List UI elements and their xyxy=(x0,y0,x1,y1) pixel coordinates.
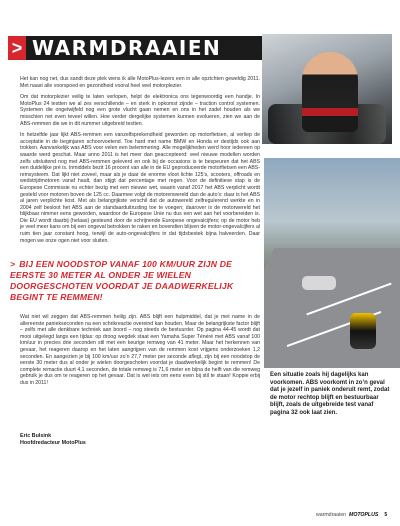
footer-brand: MOTOPLUS xyxy=(349,512,379,518)
footer-section: warmdraaien xyxy=(316,512,346,518)
article-body-continued xyxy=(20,314,260,387)
article-body xyxy=(20,76,260,249)
chevron-icon: > xyxy=(8,36,26,60)
motorcycle-shape xyxy=(350,313,376,349)
road-photo xyxy=(264,158,400,368)
author-name: Eric Bulsink xyxy=(20,433,52,439)
paragraph: Om dat motorplezier veilig te laten verlopen, helpt de elektronica ons tegenwoordig een handje. In MotoPlus 24 testten we al zes verschillende – en sterk in opkomst zijnde – traction control systemen. Systemen die ongetwijfeld nog een grote vlucht gaan nemen en ons in het zadel houden als we misschien net even teveel willen. Hoe verder dergelijke systemen kunnen evolueren, zien we aan de ABS-remmen die we in dit nummer uitgebreid testten. xyxy=(20,94,260,127)
author-role: Hoofdredacteur MotoPlus xyxy=(20,440,86,446)
signature xyxy=(20,433,86,447)
section-title: WARMDRAAIEN xyxy=(32,36,222,60)
road-shape xyxy=(264,248,400,368)
chevron-icon: > xyxy=(10,259,16,269)
car-shape xyxy=(302,276,336,290)
editor-photo xyxy=(262,34,392,144)
paragraph: Wat niet wil zeggen dat ABS-remmen heilig zijn. ABS blijft een hulpmiddel, dat je met name in de allereerste paniekseconden na een schrikreactie overeind kan houden. Maar de belangrijkste factor blijft – zelfs met alle denkbare techniek aan boord – nog steeds de bestuurder. Op pagina 44-45 wordt dat mooi uitgelegd langs een tijdas: op droog wegdek staat een Yamaha Super Ténéré met ABS vanaf 100 km/uur in precies drie seconden stil met een keurige remweg van 41 meter. Maar het herkennen van gevaar, het reageren daarop en het laten aangrijpen van de remmen kost vrijgens onderzoeken 1,2 seconden. En aangezien je bij 100 km/uur zo’n 27,7 meter per seconde aflegt, zijn bij een noodstop de eerste 30 meter dus al onder je wielen doorgeschoten voordat je daadwerkelijk begint te remmen! De complete remactie duurt 4,1 seconden, de totale remweg is 71,6 meter en bijna de helft van die remweg gebruik je dus om te reageren op het gevaar. Dat is wel iets om eens even bij stil te staan! Koppie erbij dus in 2011! xyxy=(20,314,260,386)
section-title-bar xyxy=(8,36,270,60)
editor-figure xyxy=(302,52,358,132)
page-footer xyxy=(316,512,387,518)
photo-caption: Een situatie zoals hij dagelijks kan voorkomen. ABS voorkomt in zo’n geval dat je jezelf in paniek onderuit remt, zodat de motor rechtop blijft en bestuurbaar blijft, zoals de uitgebreide test vanaf pagina 32 ook laat zien. xyxy=(270,372,390,416)
paragraph: In hetzelfde jaar lijkt ABS-remmen een vanzelfsprekendheid geworden op motorfietsen, al verliep de acceptatie in de beginjaren schoorvoetend. Toe hard met name BMW en Honda er destijds ook aan trokken. Aanvankelijk was ABS voor velen een belemmering. Alle mogelijkheden werd hoor iedereen op waarde werd geschat. Maar anno 2011 is het meer dan geaccepteerd: veel nieuwe modellen worden zelfs uitsluitend nog met ABS-remmen geleverd en ook bij de occasions is te bespeuren dat het ABS een duidelijke pré is. Inmiddels bezit 16 procent van alle in de EU geproduceerde motorfietsen een ABS-remsysteem. Dat lijkt niet zoveel, maar als je daar de enorme vloot lichte 125’s, scooters, offroads en wedstrijdmotoren vanaf haalt, dan stijgt dat percentage met regen. Voor de definitieve stap is de Europese Commissie nu echter bezig met een nieuwe wet, waarin vanaf 2017 het ABS verplicht wordt gesteld voor motoren boven de 125 cc. Daarmee volgt de motorenwereld dan de auto’s: daar is het ABS al jaren verplichte kost. Met als belangrijkste verschil dat de autowereld zelfregulerend werkte en in 2004 zelf besloot het ABS aan de standaarduitrusting toe te voegen; daarover is de motorwereld het blijkbaar nimmer eens geworden, waardoor de Europese Unie nu dus een wet aan het voorbereiden is. Die EU wordt daarbij (helaas) gesteund door de schrijnende Europese ongevalcijfers; op de motor heb je veel meer kans om bij een ongeval betrokken te raken en bovendien blijven de motor-ongevalcijfers al ruim tien jaar constant hoog, terwijl de auto-ongevalcijfers in dat tijdsbestek bijna halveerden. Daar mogen we onze ogen niet voor sluiten. xyxy=(20,132,260,244)
page-number: 5 xyxy=(384,512,388,518)
pull-quote xyxy=(10,259,254,303)
pull-quote-text: BIJ EEN NOODSTOP VANAF 100 KM/UUR ZIJN DE EERSTE 30 METER AL ONDER JE WIELEN DOORGESCHOTEN VOORDAT JE DAADWERKELIJK BEGINT TE REMMEN! xyxy=(10,259,234,302)
paragraph: Het kan nog net, dus sandt deze plek wens ik alle MotoPlus-lezers een in alle opzichten geweldig 2011. Met naast alle voorspoed en gezondheid vooral heel veel motorplezier. xyxy=(20,76,260,89)
